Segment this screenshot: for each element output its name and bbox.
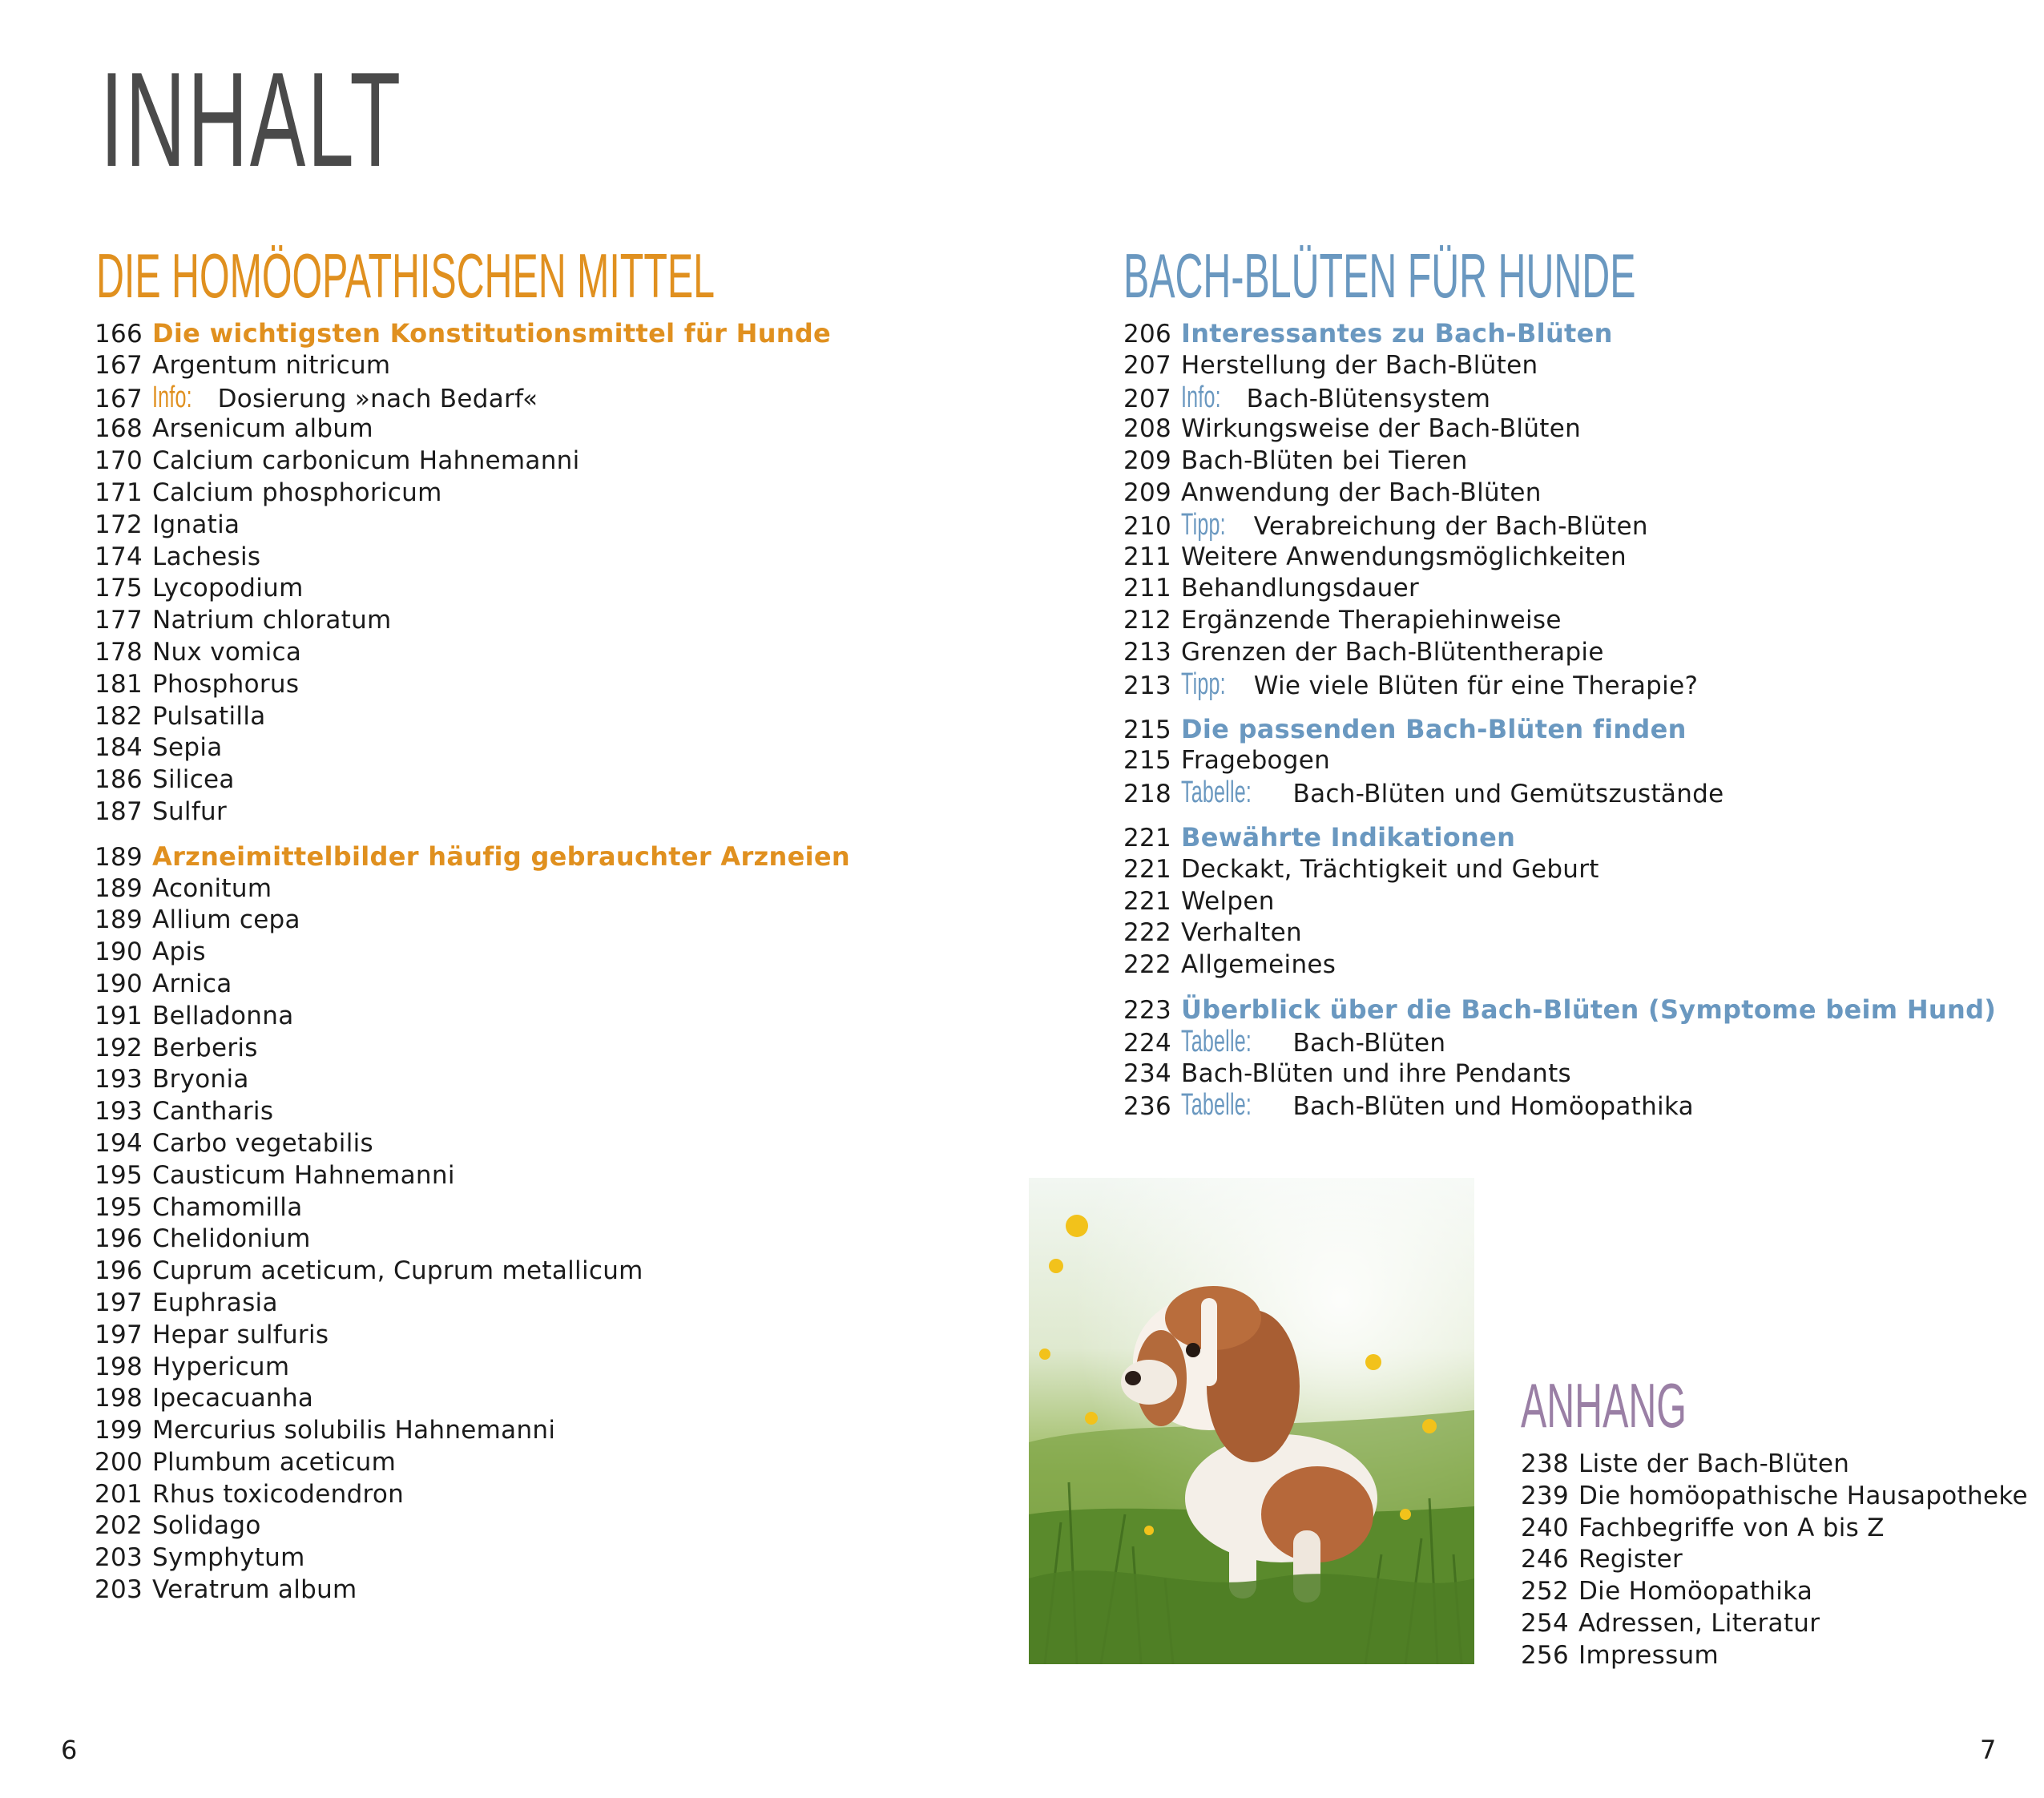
toc-entry-label: Plumbum aceticum [152,1447,397,1477]
toc-page-number: 170 [95,446,143,476]
toc-entry[interactable] [1521,1640,2028,1672]
toc-page-number: 213 [1123,671,1172,700]
toc-entry[interactable] [1123,542,1996,574]
toc-entry-tag: Tipp: [1181,667,1226,701]
toc-entry-label: Lachesis [152,542,261,571]
toc-entry-label: Causticum Hahnemanni [152,1160,455,1190]
toc-entry[interactable] [95,1064,850,1096]
toc-entry[interactable] [95,1415,850,1447]
toc-entry-label: Allium cepa [152,905,300,935]
toc-entry[interactable] [95,701,850,733]
toc-page-number: 196 [95,1256,143,1286]
toc-entry-label: Arsenicum album [152,414,373,444]
toc-entry[interactable] [95,1574,850,1607]
toc-page-number: 171 [95,478,143,507]
toc-entry[interactable] [95,764,850,796]
toc-page-number: 202 [95,1511,143,1541]
toc-page-number: 196 [95,1224,143,1254]
toc-entry[interactable] [1521,1608,2028,1640]
toc-page-number: 168 [95,414,143,444]
toc-entry-label: Grenzen der Bach-Blütentherapie [1181,637,1604,667]
toc-entry-label: Hepar sulfuris [152,1320,329,1349]
toc-entry[interactable] [1123,605,1996,637]
toc-page-number: 203 [95,1575,143,1605]
toc-page-number: 201 [95,1479,143,1509]
toc-page-number: 210 [1123,511,1172,541]
toc-entry[interactable] [1123,382,1996,414]
toc-entry-label: Weitere Anwendungsmöglichkeiten [1181,542,1627,571]
toc-entry-label: Bach-Blütensystem [1246,384,1491,413]
toc-page-number: 198 [95,1352,143,1381]
toc-entry-label: Register [1578,1545,1683,1574]
toc-entry[interactable] [1123,1090,1996,1122]
toc-entry[interactable] [1123,413,1996,445]
toc-entry[interactable] [95,969,850,1001]
toc-page-number: 167 [95,350,143,380]
toc-entry-label: Cantharis [152,1097,274,1127]
toc-entry[interactable] [95,1320,850,1352]
toc-group-heading[interactable] [1123,822,1996,854]
toc-page-number: 238 [1521,1449,1570,1478]
toc-group [1123,994,1996,1122]
toc-entry-label: Lycopodium [152,574,304,603]
toc-group [95,318,850,828]
toc-entry-label: Calcium phosphoricum [152,478,442,507]
toc-entry-label: Euphrasia [152,1288,278,1317]
toc-page-number: 215 [1123,715,1172,744]
section-heading-bach: BACH-BLÜTEN FÜR HUNDE [1123,240,1636,311]
toc-group [95,841,850,1607]
toc-page-number: 207 [1123,350,1172,380]
toc-entry-tag: Info: [152,380,192,414]
toc-entry-label: Adressen, Literatur [1578,1608,1820,1638]
toc-entry-label: Wirkungsweise der Bach-Blüten [1181,414,1582,444]
toc-entry[interactable] [95,1096,850,1128]
page-number-right: 7 [1980,1735,1997,1765]
toc-entry-label: Hypericum [152,1352,290,1381]
toc-entry-label: Symphytum [152,1543,305,1573]
toc-entry-label: Verhalten [1181,918,1302,948]
toc-entry[interactable] [1123,445,1996,478]
toc-page-number: 197 [95,1288,143,1317]
toc-entry-label: Arnica [152,969,232,998]
toc-page-number: 252 [1521,1577,1570,1607]
toc-page-number: 189 [95,873,143,903]
toc-page-number: 203 [95,1543,143,1573]
toc-page-number: 191 [95,1001,143,1030]
toc-page-number: 195 [95,1160,143,1190]
toc-entry-label: Behandlungsdauer [1181,574,1419,603]
page-title: INHALT [100,44,403,195]
toc-group [1123,714,1996,809]
toc-page-number: 240 [1521,1513,1570,1542]
toc-entry[interactable] [95,542,850,574]
toc-entry-label: Die wichtigsten Konstitutionsmittel für Hunde [152,318,832,349]
toc-entry[interactable] [95,1542,850,1574]
toc-column-homoeopathie [95,318,850,1607]
toc-entry-label: Solidago [152,1511,261,1541]
toc-page-number: 190 [95,937,143,967]
toc-group-heading[interactable] [1123,714,1996,746]
toc-column-bach [1123,318,1996,1122]
toc-entry-label: Cuprum aceticum, Cuprum metallicum [152,1256,643,1286]
toc-entry[interactable] [1123,669,1996,701]
toc-page-number: 206 [1123,320,1172,349]
section-heading-anhang: ANHANG [1521,1370,1687,1441]
toc-entry-tag: Tabelle: [1181,776,1252,810]
toc-entry[interactable] [95,510,850,542]
toc-entry-label: Sulfur [152,796,228,826]
toc-page-number: 166 [95,320,143,349]
toc-entry[interactable] [95,1479,850,1511]
toc-entry-label: Herstellung der Bach-Blüten [1181,350,1538,380]
toc-page-number: 197 [95,1320,143,1349]
toc-page-number: 182 [95,701,143,731]
toc-page-number: 167 [95,384,143,413]
toc-entry[interactable] [95,796,850,828]
toc-entry[interactable] [95,478,850,510]
toc-page-number: 174 [95,542,143,571]
toc-page-number: 189 [95,905,143,935]
toc-page-number: 209 [1123,478,1172,507]
toc-entry-label: Natrium chloratum [152,606,392,635]
toc-group [1521,1449,2028,1672]
toc-page-number: 187 [95,796,143,826]
toc-page-number: 198 [95,1384,143,1413]
toc-entry[interactable] [1123,745,1996,777]
puppy-in-meadow-icon [1029,1178,1474,1664]
toc-entry-label: Interessantes zu Bach-Blüten [1181,318,1613,349]
toc-entry-tag: Info: [1181,380,1221,414]
toc-entry-label: Dosierung »nach Bedarf« [217,384,538,413]
toc-entry-label: Belladonna [152,1001,294,1030]
toc-page-number: 193 [95,1065,143,1095]
toc-entry-label: Silicea [152,765,235,795]
toc-entry[interactable] [1521,1449,2028,1481]
toc-entry[interactable] [95,1160,850,1192]
toc-entry-label: Überblick über die Bach-Blüten (Symptome beim Hund) [1181,994,1997,1025]
toc-entry[interactable] [1123,573,1996,605]
toc-page-number: 194 [95,1128,143,1158]
toc-entry[interactable] [1123,917,1996,949]
toc-entry-label: Die homöopathische Hausapotheke [1578,1481,2028,1510]
toc-entry[interactable] [1123,777,1996,809]
toc-entry[interactable] [1123,478,1996,510]
toc-entry[interactable] [95,573,850,605]
toc-entry[interactable] [95,382,850,414]
toc-page-number: 224 [1123,1028,1172,1058]
toc-entry[interactable] [95,732,850,764]
toc-entry[interactable] [95,937,850,969]
toc-page-number: 221 [1123,854,1172,884]
toc-entry[interactable] [95,1447,850,1479]
toc-column-anhang [1521,1449,2028,1672]
toc-page-number: 190 [95,969,143,998]
toc-page-number: 186 [95,765,143,795]
toc-page-number: 218 [1123,780,1172,809]
toc-entry[interactable] [1123,637,1996,669]
toc-entry[interactable] [95,905,850,937]
toc-entry-label: Bach-Blüten und ihre Pendants [1181,1058,1572,1088]
section-heading-homoeopathie: DIE HOMÖOPATHISCHEN MITTEL [96,240,716,311]
toc-entry[interactable] [95,1128,850,1160]
toc-entry[interactable] [1123,507,1996,542]
toc-entry[interactable] [1521,1576,2028,1608]
toc-entry[interactable] [1521,1513,2028,1545]
toc-page-number: 199 [95,1416,143,1445]
toc-entry-label: Wie viele Blüten für eine Therapie? [1253,671,1699,700]
toc-group [1123,822,1996,982]
toc-entry-label: Die passenden Bach-Blüten finden [1181,713,1687,744]
toc-group-heading[interactable] [1123,318,1996,350]
toc-entry-label: Pulsatilla [152,701,266,731]
toc-entry-label: Anwendung der Bach-Blüten [1181,478,1542,507]
toc-entry-label: Chelidonium [152,1224,311,1254]
toc-entry-label: Ipecacuanha [152,1384,314,1413]
toc-entry-label: Liste der Bach-Blüten [1578,1449,1850,1478]
toc-entry-tag: Tipp: [1181,507,1226,542]
toc-entry[interactable] [95,1352,850,1384]
toc-page-number: 246 [1521,1545,1570,1574]
toc-entry-label: Rhus toxicodendron [152,1479,405,1509]
toc-page-number: 234 [1123,1058,1172,1088]
toc-page-number: 213 [1123,637,1172,667]
page-number-left: 6 [61,1735,78,1765]
toc-entry[interactable] [95,350,850,382]
toc-entry-label: Argentum nitricum [152,350,391,380]
toc-group [1123,318,1996,701]
toc-page-number: 195 [95,1192,143,1222]
toc-entry-label: Sepia [152,733,223,763]
toc-entry-label: Veratrum album [152,1575,357,1605]
toc-entry-label: Mercurius solubilis Hahnemanni [152,1416,556,1445]
toc-page-number: 211 [1123,574,1172,603]
toc-entry-label: Bach-Blüten und Homöopathika [1292,1092,1694,1122]
toc-entry-label: Bryonia [152,1065,249,1095]
toc-page-number: 239 [1521,1481,1570,1510]
toc-entry-label: Welpen [1181,886,1275,916]
toc-page-number: 211 [1123,542,1172,571]
toc-entry-tag: Tabelle: [1181,1024,1252,1058]
toc-group-heading[interactable] [95,841,850,873]
toc-page-number: 200 [95,1447,143,1477]
toc-entry-label: Phosphorus [152,669,300,699]
toc-page-number: 221 [1123,823,1172,853]
toc-entry-label: Aconitum [152,873,272,903]
toc-entry[interactable] [95,873,850,905]
toc-entry[interactable] [95,1510,850,1542]
toc-page-number: 212 [1123,606,1172,635]
toc-entry[interactable] [95,1288,850,1320]
toc-entry-label: Bach-Blüten bei Tieren [1181,446,1468,476]
toc-page-number: 222 [1123,950,1172,980]
toc-entry[interactable] [1123,350,1996,382]
toc-page-number: 192 [95,1033,143,1062]
toc-entry[interactable] [95,637,850,669]
toc-page-number: 181 [95,669,143,699]
toc-entry-label: Fragebogen [1181,746,1331,776]
toc-page-number: 223 [1123,995,1172,1025]
toc-entry[interactable] [1123,854,1996,886]
toc-page-number: 207 [1123,384,1172,413]
toc-entry-label: Carbo vegetabilis [152,1128,373,1158]
toc-page-number: 208 [1123,414,1172,444]
toc-page-number: 178 [95,637,143,667]
toc-entry[interactable] [1123,1026,1996,1058]
toc-entry[interactable] [1123,949,1996,982]
toc-entry[interactable] [1123,1058,1996,1090]
toc-entry[interactable] [1521,1544,2028,1576]
toc-entry[interactable] [95,1256,850,1288]
toc-entry-label: Bewährte Indikationen [1181,821,1516,853]
toc-entry[interactable] [95,669,850,701]
toc-page-number: 256 [1521,1640,1570,1670]
toc-entry[interactable] [95,1001,850,1033]
toc-page-number: 209 [1123,446,1172,476]
toc-entry[interactable] [95,445,850,478]
toc-page-number: 189 [95,842,143,872]
toc-entry[interactable] [95,1033,850,1065]
toc-page-number: 222 [1123,918,1172,948]
toc-entry-label: Allgemeines [1181,950,1336,980]
toc-entry-label: Fachbegriffe von A bis Z [1578,1513,1885,1542]
toc-page-number: 193 [95,1097,143,1127]
toc-entry-label: Bach-Blüten [1292,1028,1446,1058]
toc-page-number: 172 [95,510,143,539]
toc-entry[interactable] [1123,886,1996,918]
toc-entry[interactable] [95,1192,850,1224]
toc-entry-label: Calcium carbonicum Hahnemanni [152,446,580,476]
toc-page-number: 236 [1123,1092,1172,1122]
toc-page-number: 254 [1521,1608,1570,1638]
puppy-photo [1029,1178,1474,1664]
toc-page-number: 221 [1123,886,1172,916]
toc-entry-label: Nux vomica [152,637,302,667]
toc-page-number: 184 [95,733,143,763]
toc-entry-label: Berberis [152,1033,258,1062]
toc-entry-label: Impressum [1578,1640,1719,1670]
toc-group-heading[interactable] [1123,994,1996,1026]
toc-entry-label: Verabreichung der Bach-Blüten [1253,511,1648,541]
toc-entry[interactable] [95,1383,850,1415]
toc-entry-label: Arzneimittelbilder häufig gebrauchter Arzneien [152,841,850,872]
toc-page-number: 175 [95,574,143,603]
toc-entry-label: Deckakt, Trächtigkeit und Geburt [1181,854,1599,884]
toc-entry-label: Apis [152,937,206,967]
toc-entry-tag: Tabelle: [1181,1088,1252,1123]
toc-entry-label: Ignatia [152,510,240,539]
toc-page-number: 177 [95,606,143,635]
toc-entry[interactable] [95,1224,850,1256]
toc-group-heading[interactable] [95,318,850,350]
toc-page-number: 215 [1123,746,1172,776]
toc-entry[interactable] [1521,1481,2028,1513]
toc-entry-label: Die Homöopathika [1578,1577,1813,1607]
toc-entry-label: Bach-Blüten und Gemütszustände [1292,780,1724,809]
toc-entry[interactable] [95,605,850,637]
toc-entry-label: Ergänzende Therapiehinweise [1181,606,1562,635]
toc-entry[interactable] [95,413,850,445]
toc-entry-label: Chamomilla [152,1192,303,1222]
